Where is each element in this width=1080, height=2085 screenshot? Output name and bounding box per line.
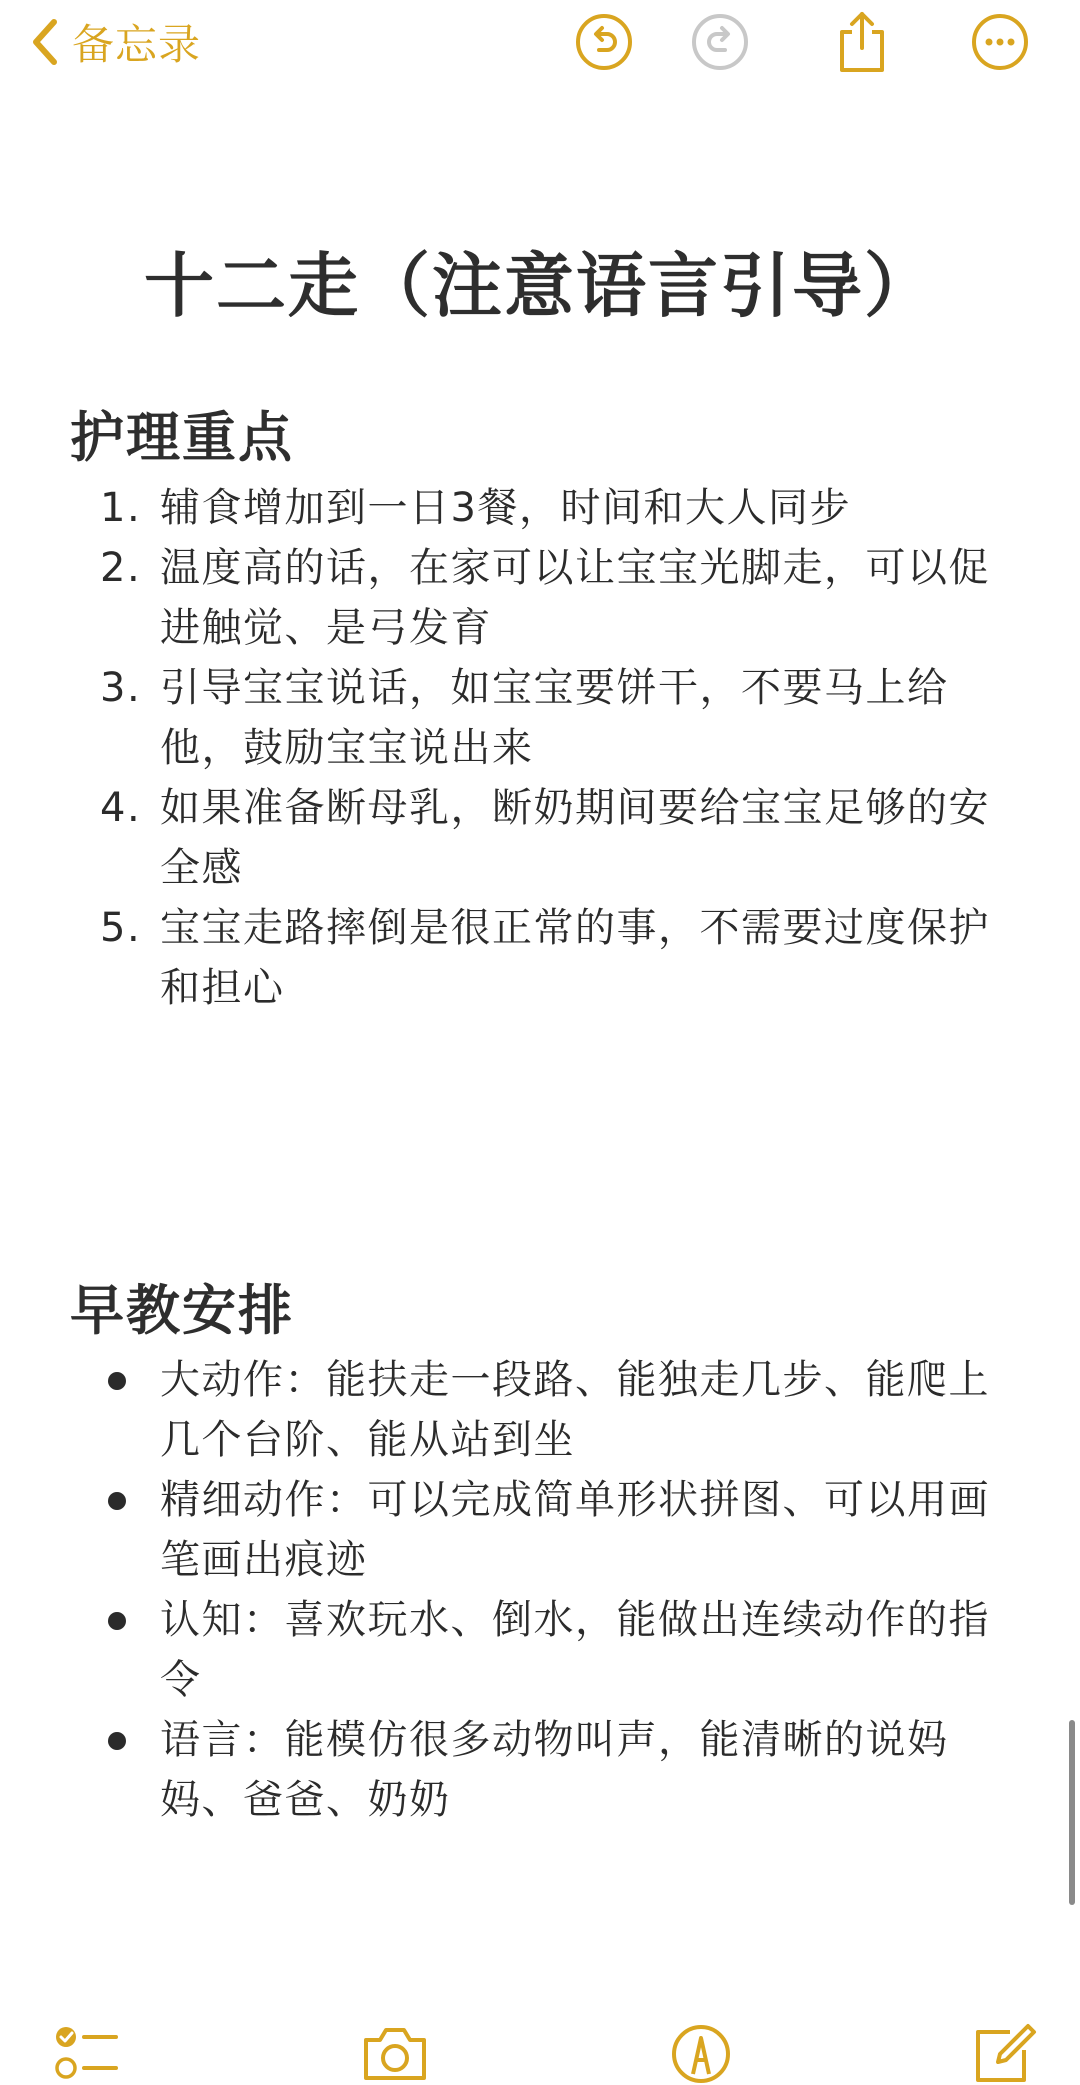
list-item-text: 引导宝宝说话，如宝宝要饼干，不要马上给他，鼓励宝宝说出来	[160, 665, 949, 771]
navigation-bar	[0, 0, 1080, 90]
list-item	[0, 1350, 990, 1470]
list-number: 1.	[100, 485, 142, 531]
compose-icon[interactable]	[970, 2022, 1040, 2084]
more-icon[interactable]	[970, 12, 1030, 72]
list-number: 2.	[100, 545, 142, 591]
checklist-icon[interactable]	[52, 2022, 122, 2084]
list-item-text: 大动作：能扶走一段路、能独走几步、能爬上几个台阶、能从站到坐	[160, 1357, 990, 1463]
bullet-icon	[108, 1612, 126, 1630]
care-list	[0, 478, 1080, 1018]
list-item-text: 精细动作：可以完成简单形状拼图、可以用画笔画出痕迹	[160, 1477, 990, 1583]
list-item	[0, 778, 990, 898]
early-education-list	[0, 1350, 1080, 1830]
list-item	[0, 658, 990, 778]
list-item	[0, 1590, 990, 1710]
list-item	[0, 1710, 990, 1830]
list-item-text: 语言：能模仿很多动物叫声，能清晰的说妈妈、爸爸、奶奶	[160, 1717, 949, 1823]
list-item	[0, 478, 990, 538]
list-item	[0, 898, 990, 1018]
scroll-indicator[interactable]	[1069, 1720, 1075, 1905]
back-button[interactable]	[28, 14, 201, 70]
list-item-text: 如果准备断母乳，断奶期间要给宝宝足够的安全感	[160, 785, 990, 891]
list-number: 4.	[100, 785, 142, 831]
undo-icon[interactable]	[574, 12, 634, 72]
section-heading-early-education: 早教安排	[70, 1279, 294, 1342]
chevron-left-icon	[28, 14, 62, 70]
bullet-icon	[108, 1492, 126, 1510]
camera-icon[interactable]	[360, 2022, 430, 2084]
list-item	[0, 1470, 990, 1590]
share-icon[interactable]	[832, 8, 892, 74]
list-item-text: 辅食增加到一日3餐，时间和大人同步	[160, 485, 851, 531]
list-item-text: 宝宝走路摔倒是很正常的事，不需要过度保护和担心	[160, 905, 990, 1011]
list-item	[0, 538, 990, 658]
note-title: 十二走（注意语言引导）	[144, 245, 936, 327]
back-button-label: 备忘录	[72, 20, 202, 69]
redo-icon[interactable]	[690, 12, 750, 72]
bullet-icon	[108, 1732, 126, 1750]
list-item-text: 温度高的话，在家可以让宝宝光脚走，可以促进触觉、是弓发育	[160, 545, 990, 651]
bottom-toolbar	[0, 2010, 1080, 2085]
bullet-icon	[108, 1372, 126, 1390]
section-heading-care: 护理重点	[70, 406, 294, 469]
list-number: 3.	[100, 665, 142, 711]
markup-icon[interactable]	[666, 2022, 736, 2084]
list-number: 5.	[100, 905, 142, 951]
list-item-text: 认知：喜欢玩水、倒水，能做出连续动作的指令	[160, 1597, 990, 1703]
